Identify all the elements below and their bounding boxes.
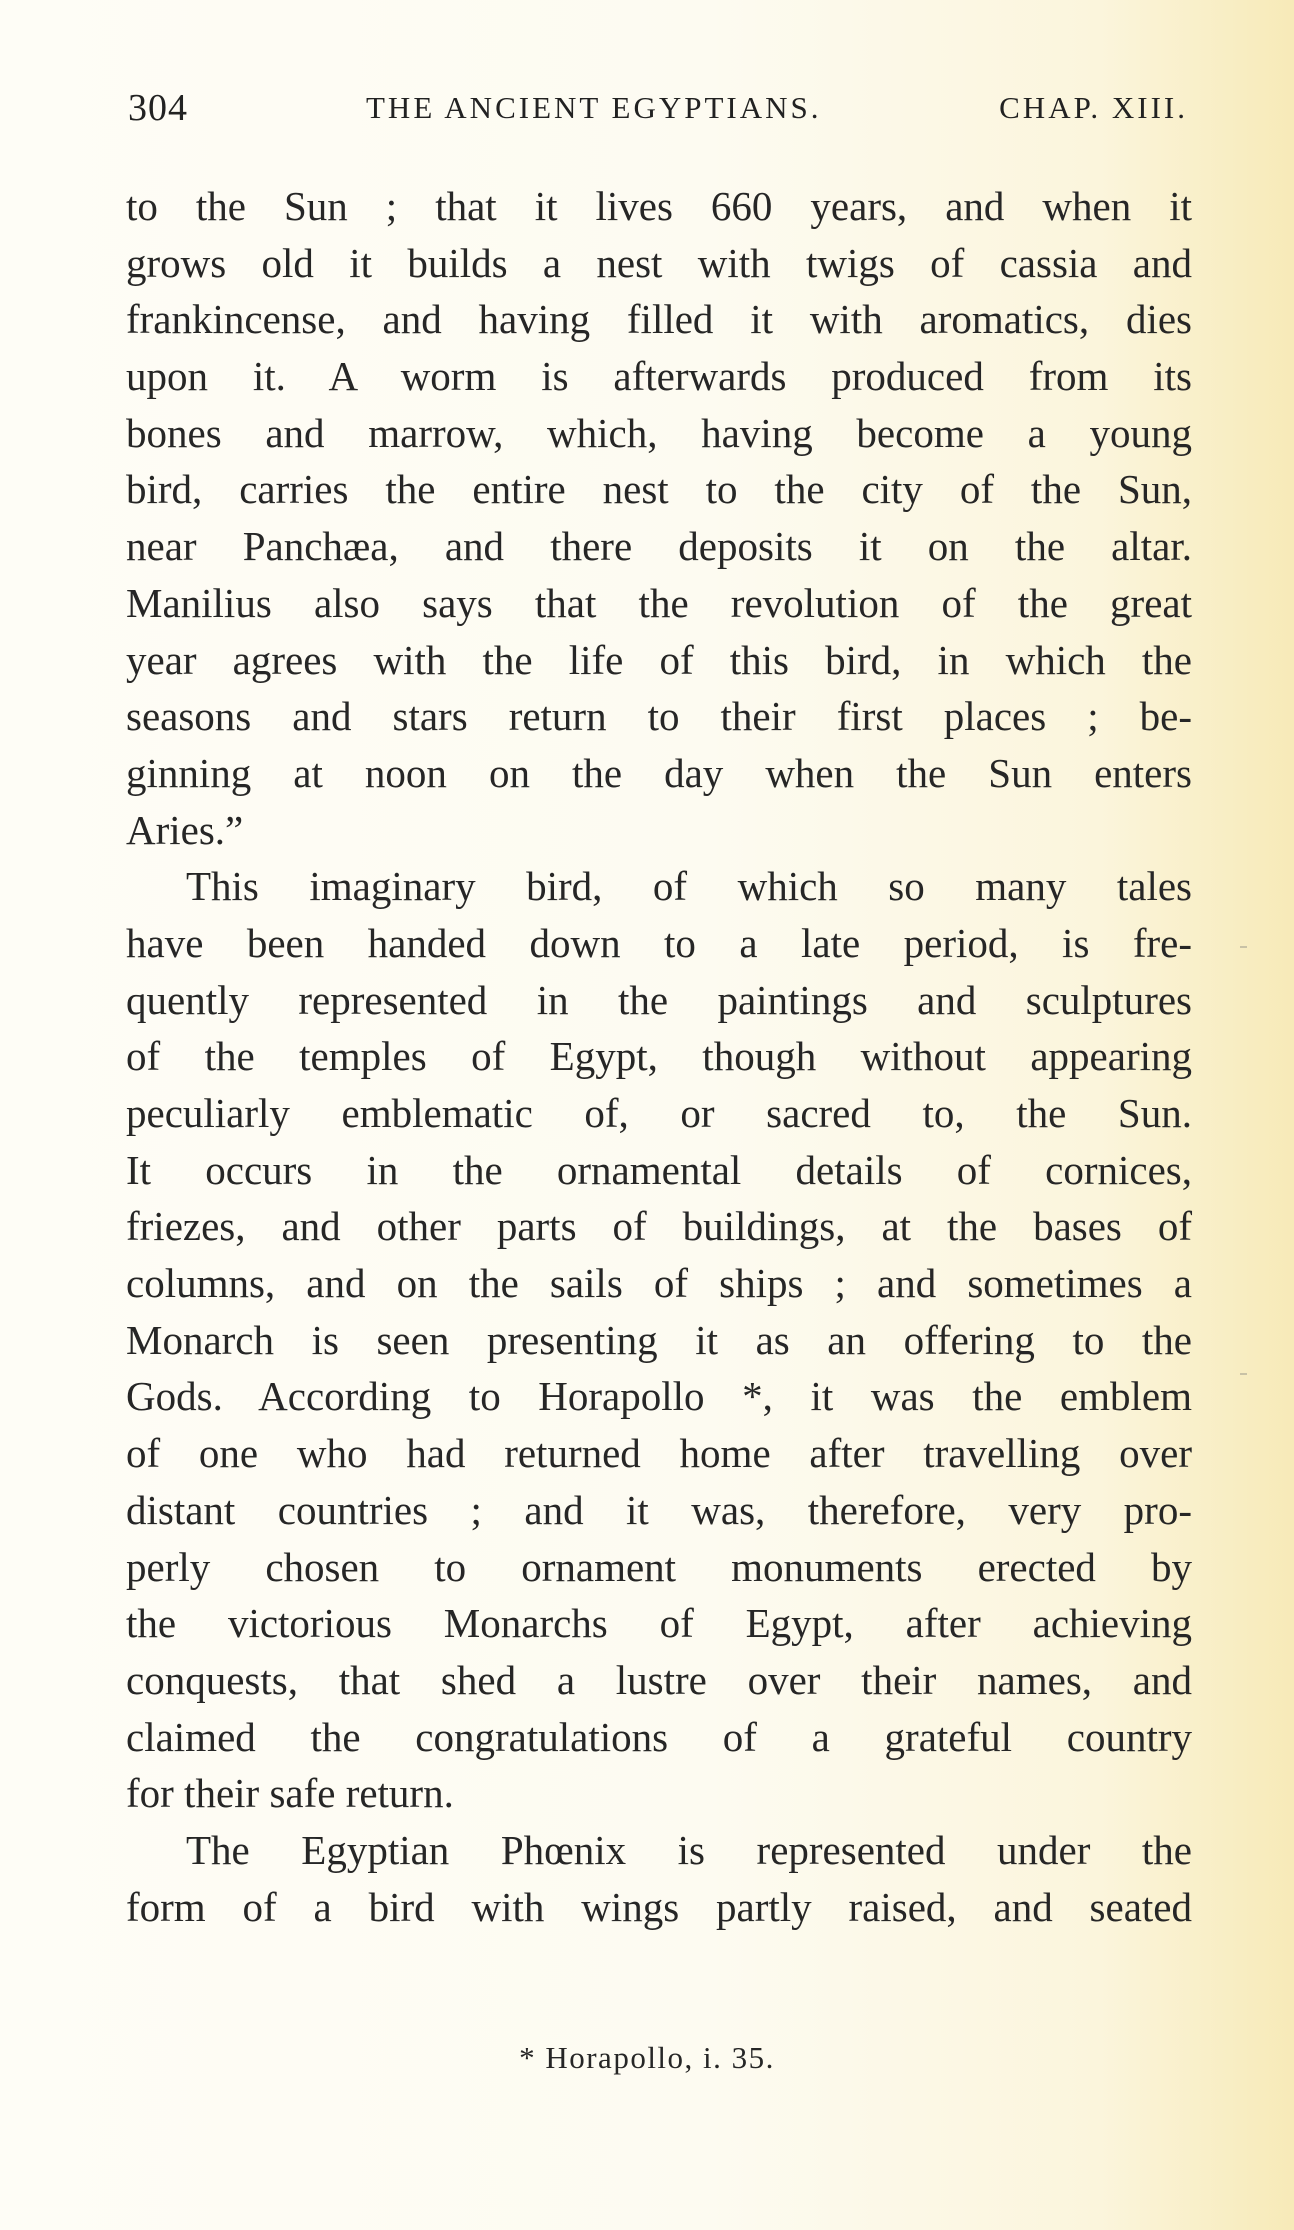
margin-mark bbox=[1240, 946, 1247, 948]
text-line: of one who had returned home after travelling over bbox=[126, 1430, 1192, 1477]
text-line: This imaginary bird, of which so many tales bbox=[186, 863, 1192, 910]
text-line: perly chosen to ornament monuments erected by bbox=[126, 1543, 1192, 1590]
text-line: conquests, that shed a lustre over their names, and bbox=[126, 1656, 1192, 1703]
text-line: to the Sun ; that it lives 660 years, and when it bbox=[126, 183, 1192, 229]
text-line: of the temples of Egypt, though without appearing bbox=[126, 1033, 1192, 1080]
text-line: Monarch is seen presenting it as an offering to the bbox=[126, 1316, 1192, 1363]
body-text bbox=[126, 178, 1192, 1935]
text-line: have been handed down to a late period, is fre- bbox=[126, 919, 1192, 966]
footnote: * Horapollo, i. 35. bbox=[519, 2040, 775, 2075]
text-line: friezes, and other parts of buildings, at the bases of bbox=[126, 1203, 1192, 1250]
margin-mark bbox=[1240, 1373, 1247, 1375]
text-line: the victorious Monarchs of Egypt, after achieving bbox=[126, 1600, 1192, 1647]
text-line: columns, and on the sails of ships ; and sometimes a bbox=[126, 1260, 1192, 1307]
text-line: seasons and stars return to their first places ; be- bbox=[126, 693, 1192, 740]
text-line: Manilius also says that the revolution of the great bbox=[126, 579, 1192, 626]
text-line: claimed the congratulations of a grateful country bbox=[126, 1713, 1192, 1760]
text-line: It occurs in the ornamental details of cornices, bbox=[126, 1146, 1192, 1193]
text-line: for their safe return. bbox=[126, 1770, 454, 1817]
text-line: grows old it builds a nest with twigs of cassia and bbox=[126, 239, 1192, 286]
running-title: THE ANCIENT EGYPTIANS. bbox=[366, 90, 822, 125]
text-line: The Egyptian Phœnix is represented under the bbox=[186, 1826, 1192, 1873]
text-line: form of a bird with wings partly raised, and seated bbox=[126, 1883, 1192, 1930]
text-line: bones and marrow, which, having become a young bbox=[126, 409, 1192, 456]
text-line: Aries.” bbox=[126, 806, 244, 853]
text-line: Gods. According to Horapollo *, it was the emblem bbox=[126, 1373, 1192, 1420]
text-line: ginning at noon on the day when the Sun enters bbox=[126, 749, 1192, 796]
text-line: distant countries ; and it was, therefore, very pro- bbox=[126, 1486, 1192, 1533]
page-number: 304 bbox=[128, 87, 188, 129]
text-line: peculiarly emblematic of, or sacred to, the Sun. bbox=[126, 1090, 1192, 1136]
chapter-label: CHAP. XIII. bbox=[999, 90, 1188, 125]
text-line: quently represented in the paintings and sculptures bbox=[126, 976, 1192, 1023]
text-line: near Panchæa, and there deposits it on the altar. bbox=[126, 523, 1192, 570]
running-header bbox=[128, 86, 1188, 142]
text-line: upon it. A worm is afterwards produced from its bbox=[126, 353, 1192, 400]
text-line: year agrees with the life of this bird, in which the bbox=[126, 636, 1192, 683]
text-line: frankincense, and having filled it with aromatics, dies bbox=[126, 296, 1192, 343]
text-line: bird, carries the entire nest to the city of the Sun, bbox=[126, 466, 1192, 513]
